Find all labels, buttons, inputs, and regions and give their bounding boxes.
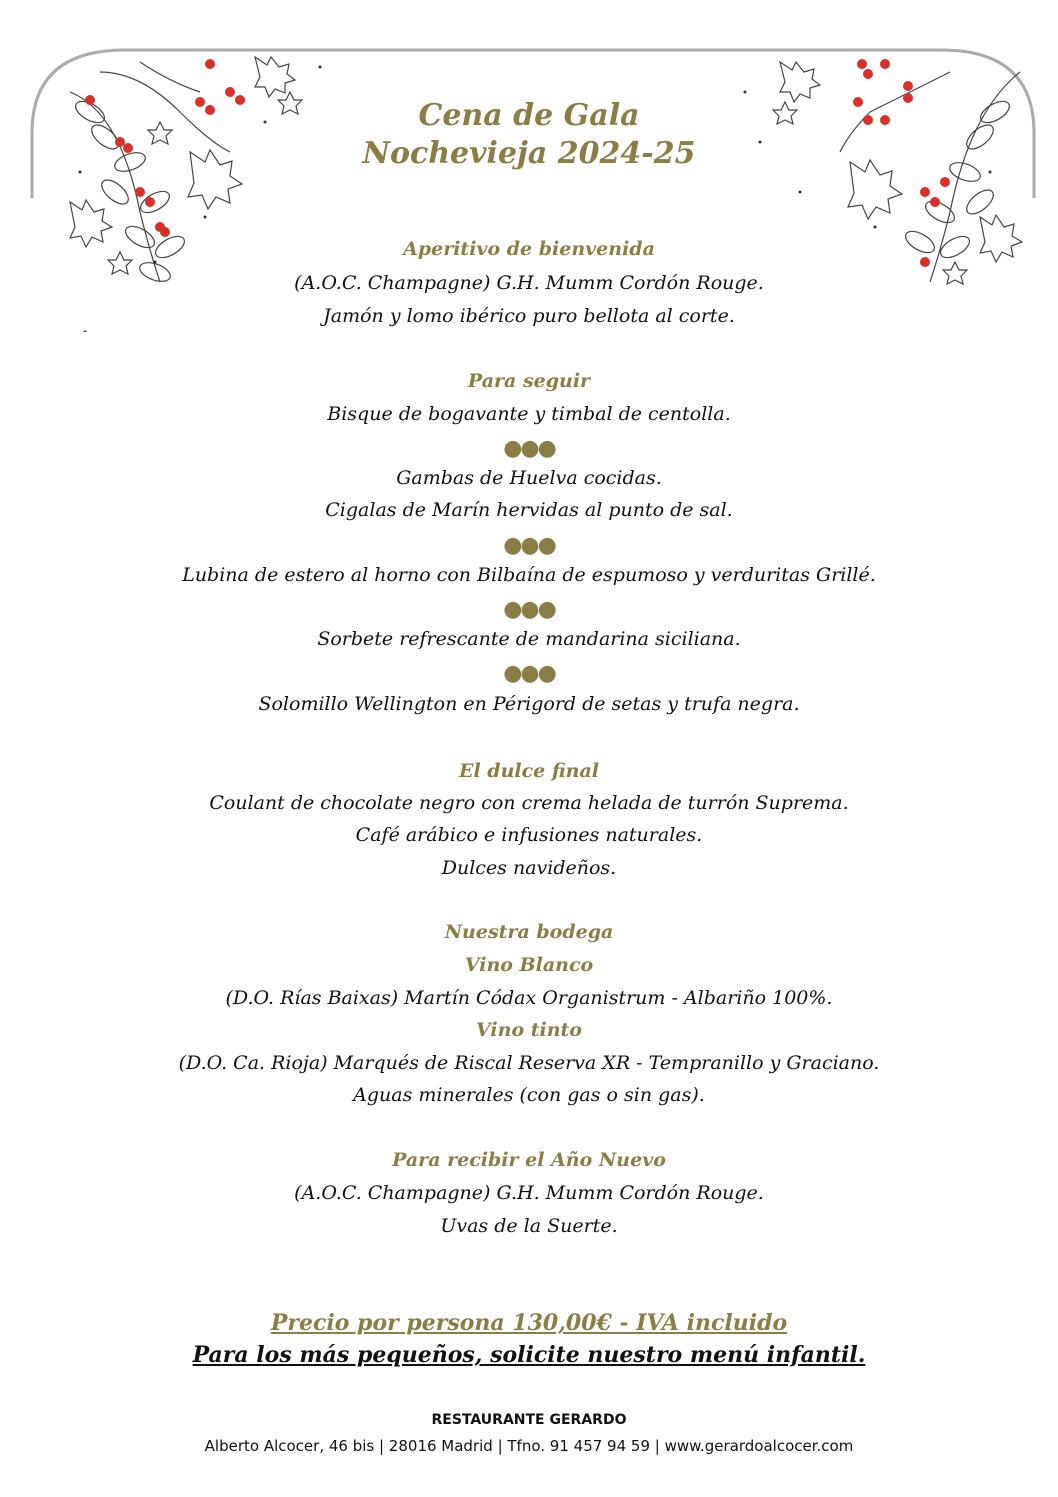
separator-dots: ●●● xyxy=(503,596,555,622)
wine-item-tinto: (D.O. Ca. Rioja) Marqués de Riscal Reserva XR - Tempranillo y Graciano. xyxy=(178,1052,880,1074)
menu-item: Sorbete refrescante de mandarina siciliana. xyxy=(317,628,741,650)
menu-item: Café arábico e infusiones naturales. xyxy=(355,824,703,846)
menu-item: Gambas de Huelva cocidas. xyxy=(396,467,662,489)
menu-item: Lubina de estero al horno con Bilbaína de espumoso y verduritas Grillé. xyxy=(182,564,876,586)
subheading-vino-blanco: Vino Blanco xyxy=(464,954,594,976)
separator-dots: ●●● xyxy=(503,435,555,461)
section-heading-aperitivo: Aperitivo de bienvenida xyxy=(403,238,655,260)
section-heading-dulce: El dulce final xyxy=(458,760,600,782)
menu-item: Uvas de la Suerte. xyxy=(440,1215,618,1237)
menu-item-aguas: Aguas minerales (con gas o sin gas). xyxy=(353,1084,705,1106)
subheading-vino-tinto: Vino tinto xyxy=(476,1019,582,1041)
menu-title: Cena de Gala xyxy=(418,98,640,133)
section-heading-anonuevo: Para recibir el Año Nuevo xyxy=(392,1149,666,1171)
menu-subtitle: Nochevieja 2024-25 xyxy=(362,136,696,171)
section-heading-bodega: Nuestra bodega xyxy=(444,921,614,943)
price-line: Precio por persona 130,00€ - IVA incluido xyxy=(270,1310,788,1336)
menu-item: Cigalas de Marín hervidas al punto de sal. xyxy=(325,499,733,521)
menu-item: (A.O.C. Champagne) G.H. Mumm Cordón Rouge. xyxy=(294,272,764,294)
menu-item: Solomillo Wellington en Périgord de setas y trufa negra. xyxy=(258,693,800,715)
menu-item: Dulces navideños. xyxy=(441,857,617,879)
kids-menu-note: Para los más pequeños, solicite nuestro menú infantil. xyxy=(192,1342,866,1368)
menu-item: Jamón y lomo ibérico puro bellota al corte. xyxy=(323,305,735,327)
menu-item: Bisque de bogavante y timbal de centolla. xyxy=(327,403,731,425)
menu-item: Coulant de chocolate negro con crema helada de turrón Suprema. xyxy=(209,792,849,814)
separator-dots: ●●● xyxy=(503,532,555,558)
wine-item-blanco: (D.O. Rías Baixas) Martín Códax Organistrum - Albariño 100%. xyxy=(225,987,833,1009)
menu-item: (A.O.C. Champagne) G.H. Mumm Cordón Rouge. xyxy=(294,1182,764,1204)
separator-dots: ●●● xyxy=(503,660,555,686)
section-heading-seguir: Para seguir xyxy=(467,370,591,392)
restaurant-address: Alberto Alcocer, 46 bis | 28016 Madrid | Tfno. 91 457 94 59 | www.gerardoalcocer.com xyxy=(204,1437,854,1455)
restaurant-name: RESTAURANTE GERARDO xyxy=(431,1412,627,1428)
